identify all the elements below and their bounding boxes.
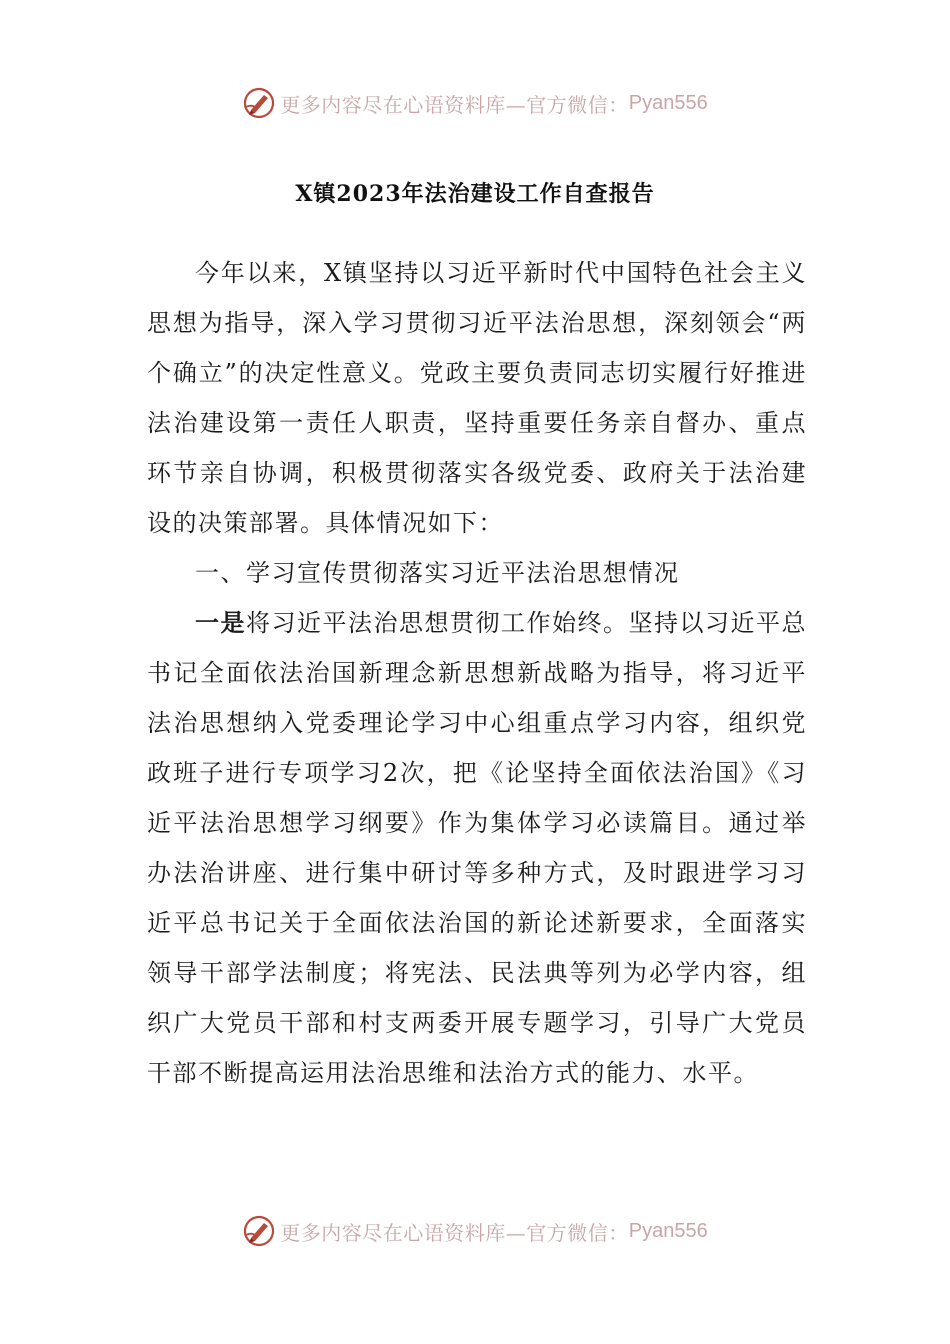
document-title: X镇2023年法治建设工作自查报告 bbox=[295, 181, 655, 207]
document-body bbox=[147, 248, 807, 1098]
paragraph-lead: 一是 bbox=[195, 608, 246, 637]
header-watermark bbox=[0, 83, 950, 123]
section-heading: 一、学习宣传贯彻落实习近平法治思想情况 bbox=[195, 559, 680, 587]
paragraph-text: 将习近平法治思想贯彻工作始终。坚持以习近平总书记全面依法治国新理念新思想新战略为指导，将习近平法治思想纳入党委理论学习中心组重点学习内容，组织党政班子进行专项学习2次，把《论坚持全面依法治国》《习近平法治思想学习纲要》作为集体学习必读篇目。通过举办法治讲座、进行集中研讨等多种方式，及时跟进学习习近平总书记关于全面依法治国的新论述新要求，全面落实领导干部学法制度；将宪法、民法典等列为必学内容，组织广大党员干部和村支两委开展专题学习，引导广大党员干部不断提高运用法治思维和法治方式的能力、水平。 bbox=[147, 609, 807, 1087]
pen-logo-icon bbox=[242, 86, 276, 120]
watermark-wechat-id: Pyan556 bbox=[628, 91, 708, 114]
body-paragraph bbox=[147, 598, 807, 1098]
watermark-wechat-id: Pyan556 bbox=[628, 1219, 708, 1242]
footer-watermark bbox=[0, 1211, 950, 1251]
pen-logo-icon bbox=[242, 1214, 276, 1248]
intro-paragraph: 今年以来，X镇坚持以习近平新时代中国特色社会主义思想为指导，深入学习贯彻习近平法治思想，深刻领会“两个确立”的决定性意义。党政主要负责同志切实履行好推进法治建设第一责任人职责，坚持重要任务亲自督办、重点环节亲自协调，积极贯彻落实各级党委、政府关于法治建设的决策部署。具体情况如下： bbox=[147, 259, 807, 537]
watermark-text: 更多内容尽在心语资料库—官方微信： bbox=[280, 1220, 629, 1245]
watermark-text: 更多内容尽在心语资料库—官方微信： bbox=[280, 92, 629, 117]
